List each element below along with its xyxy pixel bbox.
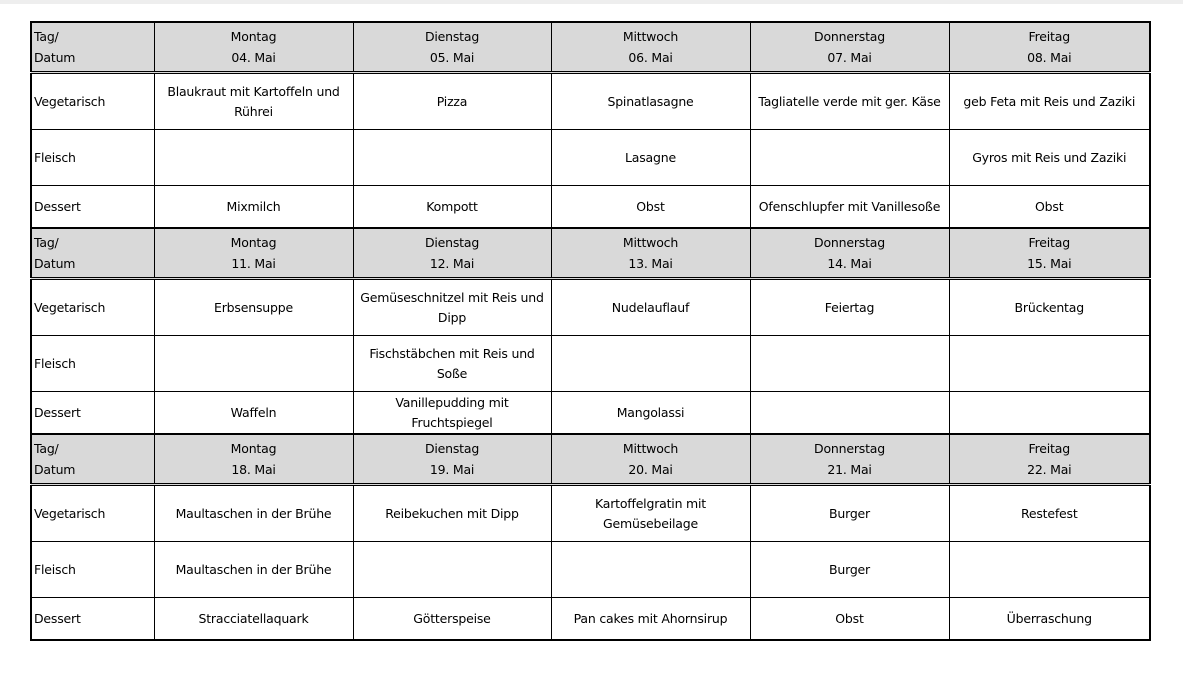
meal-cell: Burger: [750, 485, 949, 542]
date-label: Datum: [34, 50, 76, 65]
weekday-name: Donnerstag: [814, 441, 885, 456]
meal-cell: Ofenschlupfer mit Vanillesoße: [750, 186, 949, 229]
dessert-row: [31, 598, 1150, 641]
weekday-name: Mittwoch: [622, 235, 679, 250]
date-value: 05. Mai: [429, 50, 475, 65]
meal-cell: Restefest: [949, 485, 1150, 542]
date-value: 08. Mai: [1027, 50, 1072, 65]
day-date-label: [31, 434, 154, 485]
meal-cell: Kartoffelgratin mit Gemüsebeilage: [551, 485, 750, 542]
meal-cell: Waffeln: [154, 392, 353, 435]
weekday-name: Mittwoch: [622, 29, 679, 44]
weekday-name: Donnerstag: [814, 29, 885, 44]
menu-body: [31, 22, 1150, 640]
meal-category-label: Vegetarisch: [31, 73, 154, 130]
meal-cell: Vanillepudding mit Fruchtspiegel: [353, 392, 551, 435]
meal-cell: Mixmilch: [154, 186, 353, 229]
date-value: 22. Mai: [1027, 462, 1072, 477]
meal-cell: [750, 336, 949, 392]
meal-cell: Feiertag: [750, 279, 949, 336]
day-header-cell: [353, 434, 551, 485]
meal-category-label: Dessert: [31, 598, 154, 641]
meal-cell: Pizza: [353, 73, 551, 130]
date-value: 11. Mai: [231, 256, 276, 271]
date-value: 21. Mai: [827, 462, 872, 477]
meal-cell: Tagliatelle verde mit ger. Käse: [750, 73, 949, 130]
day-header-cell: [154, 22, 353, 73]
date-value: 06. Mai: [628, 50, 673, 65]
week-header-row: [31, 434, 1150, 485]
meal-cell: Obst: [750, 598, 949, 641]
date-label: Datum: [34, 256, 76, 271]
day-header-cell: [949, 434, 1150, 485]
meal-cell: Brückentag: [949, 279, 1150, 336]
day-header-cell: [551, 22, 750, 73]
meal-cell: Gyros mit Reis und Zaziki: [949, 130, 1150, 186]
day-header-cell: [750, 434, 949, 485]
day-header-cell: [551, 228, 750, 279]
meal-category-label: Fleisch: [31, 542, 154, 598]
weekday-name: Montag: [230, 29, 277, 44]
meal-category-label: Vegetarisch: [31, 279, 154, 336]
meal-cell: [154, 336, 353, 392]
lunch-menu-table: [30, 21, 1151, 641]
meal-cell: Maultaschen in der Brühe: [154, 485, 353, 542]
weekday-name: Dienstag: [424, 441, 480, 456]
meal-cell: Maultaschen in der Brühe: [154, 542, 353, 598]
week-header-row: [31, 22, 1150, 73]
weekday-name: Mittwoch: [622, 441, 679, 456]
meal-cell: [154, 130, 353, 186]
vegetarian-row: [31, 485, 1150, 542]
weekday-name: Freitag: [1028, 441, 1070, 456]
meal-cell: Reibekuchen mit Dipp: [353, 485, 551, 542]
day-header-cell: [154, 228, 353, 279]
meal-cell: Obst: [949, 186, 1150, 229]
day-header-cell: [353, 228, 551, 279]
weekday-name: Dienstag: [424, 29, 480, 44]
meal-cell: [949, 336, 1150, 392]
meal-category-label: Dessert: [31, 392, 154, 435]
day-label: Tag/: [34, 29, 59, 44]
day-header-cell: [154, 434, 353, 485]
date-value: 04. Mai: [231, 50, 276, 65]
meal-cell: geb Feta mit Reis und Zaziki: [949, 73, 1150, 130]
date-value: 12. Mai: [429, 256, 475, 271]
dessert-row: [31, 186, 1150, 229]
date-value: 13. Mai: [628, 256, 673, 271]
day-date-label: [31, 228, 154, 279]
meal-category-label: Fleisch: [31, 130, 154, 186]
date-value: 07. Mai: [827, 50, 872, 65]
meal-cell: [750, 392, 949, 435]
date-value: 18. Mai: [231, 462, 276, 477]
vegetarian-row: [31, 279, 1150, 336]
meal-cell: Erbsensuppe: [154, 279, 353, 336]
meal-cell: [353, 130, 551, 186]
day-header-cell: [949, 228, 1150, 279]
meal-cell: [353, 542, 551, 598]
date-value: 14. Mai: [827, 256, 872, 271]
meal-cell: Nudelauflauf: [551, 279, 750, 336]
meal-cell: Stracciatellaquark: [154, 598, 353, 641]
date-label: Datum: [34, 462, 76, 477]
meal-category-label: Dessert: [31, 186, 154, 229]
meat-row: [31, 542, 1150, 598]
day-header-cell: [353, 22, 551, 73]
weekday-name: Freitag: [1028, 29, 1070, 44]
dessert-row: [31, 392, 1150, 435]
top-divider: [0, 0, 1183, 4]
meal-cell: Fischstäbchen mit Reis und Soße: [353, 336, 551, 392]
date-value: 19. Mai: [429, 462, 475, 477]
meat-row: [31, 130, 1150, 186]
meal-cell: Gemüseschnitzel mit Reis und Dipp: [353, 279, 551, 336]
meal-cell: Spinatlasagne: [551, 73, 750, 130]
day-header-cell: [750, 228, 949, 279]
week-header-row: [31, 228, 1150, 279]
meal-cell: Kompott: [353, 186, 551, 229]
meal-cell: Götterspeise: [353, 598, 551, 641]
day-label: Tag/: [34, 235, 59, 250]
vegetarian-row: [31, 73, 1150, 130]
day-header-cell: [750, 22, 949, 73]
meal-cell: Überraschung: [949, 598, 1150, 641]
day-header-cell: [551, 434, 750, 485]
weekday-name: Montag: [230, 441, 277, 456]
meal-cell: Obst: [551, 186, 750, 229]
day-label: Tag/: [34, 441, 59, 456]
weekday-name: Dienstag: [424, 235, 480, 250]
meal-cell: Lasagne: [551, 130, 750, 186]
day-header-cell: [949, 22, 1150, 73]
meal-cell: Blaukraut mit Kartoffeln und Rührei: [154, 73, 353, 130]
day-date-label: [31, 22, 154, 73]
meal-cell: [949, 392, 1150, 435]
meal-category-label: Vegetarisch: [31, 485, 154, 542]
meat-row: [31, 336, 1150, 392]
meal-cell: Mangolassi: [551, 392, 750, 435]
meal-cell: Burger: [750, 542, 949, 598]
meal-cell: [750, 130, 949, 186]
date-value: 15. Mai: [1027, 256, 1072, 271]
meal-cell: [551, 336, 750, 392]
meal-category-label: Fleisch: [31, 336, 154, 392]
meal-cell: Pan cakes mit Ahornsirup: [551, 598, 750, 641]
weekday-name: Donnerstag: [814, 235, 885, 250]
weekday-name: Freitag: [1028, 235, 1070, 250]
meal-cell: [551, 542, 750, 598]
date-value: 20. Mai: [628, 462, 673, 477]
meal-cell: [949, 542, 1150, 598]
weekday-name: Montag: [230, 235, 277, 250]
